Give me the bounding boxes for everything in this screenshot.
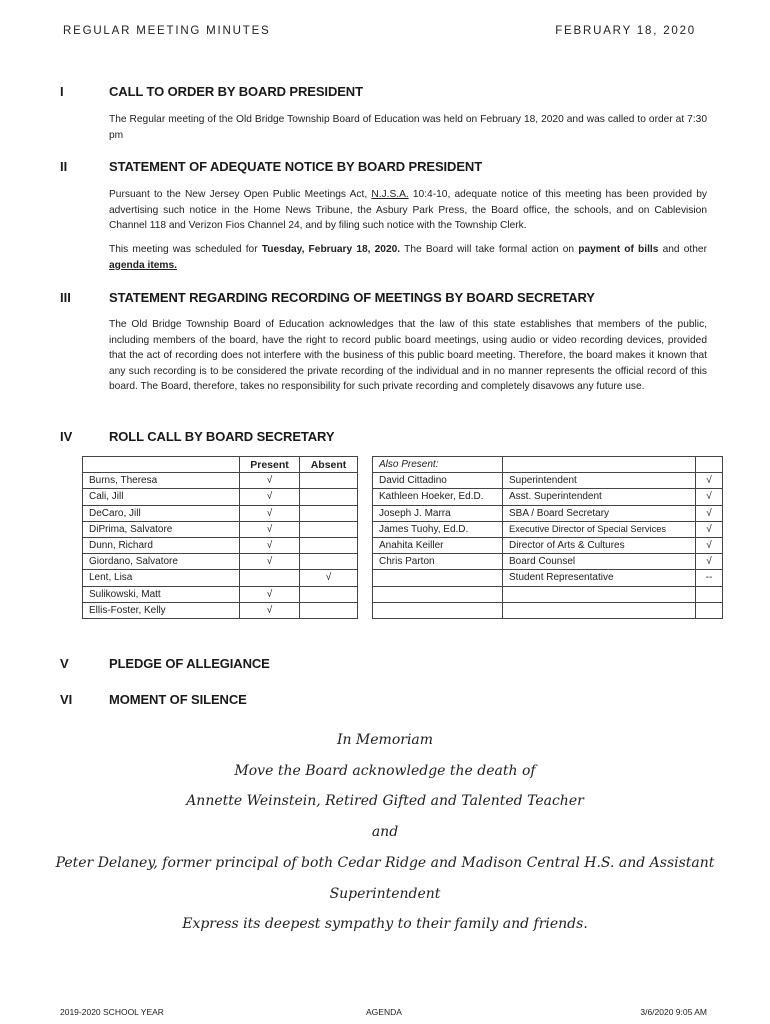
schedule-text-part: This meeting was scheduled for xyxy=(109,244,262,255)
member-name: Giordano, Salvatore xyxy=(83,554,240,570)
section-title: ROLL CALL BY BOARD SECRETARY xyxy=(109,429,335,444)
adequate-notice-text xyxy=(109,187,707,234)
recording-statement-text: The Old Bridge Township Board of Education acknowledges that the law of this state establishes that members of the public, including members of the board, have the right to record public board meetings, using audio or video recording devices, provided that the act of recording does not interfere with the business of this public board meeting. Therefore, the board makes it known that any such recording is to be considered the private recording of the individual and in no manner represents the official record of this board. The Board, therefore, takes no responsibility for such private recording and completely disavows any future use. xyxy=(109,319,707,393)
section-number: V xyxy=(60,656,69,671)
present-header: Present xyxy=(240,457,300,473)
absent-mark xyxy=(300,505,358,521)
section-title: STATEMENT REGARDING RECORDING OF MEETINGS BY BOARD SECRETARY xyxy=(109,290,595,305)
member-name: DiPrima, Salvatore xyxy=(83,521,240,537)
call-to-order-text: The Regular meeting of the Old Bridge Township Board of Education was held on February 18, 2020 and was called to order at 7:30 pm xyxy=(109,114,707,141)
staff-role xyxy=(503,586,696,602)
present-mark: √ xyxy=(240,521,300,537)
section-number: II xyxy=(60,159,68,174)
staff-name: David Cittadino xyxy=(373,473,503,489)
memoriam-line: Peter Delaney, former principal of both Cedar Ridge and Madison Central H.S. and Assistant xyxy=(55,855,715,871)
spacer-cell xyxy=(358,554,373,570)
also-present-header: Also Present: xyxy=(373,457,503,473)
staff-name: Chris Parton xyxy=(373,554,503,570)
staff-name xyxy=(373,602,503,618)
present-mark: √ xyxy=(240,586,300,602)
member-name: Ellis-Foster, Kelly xyxy=(83,602,240,618)
payment-of-bills: payment of bills xyxy=(578,244,659,255)
absent-mark xyxy=(300,554,358,570)
blank-cell xyxy=(696,457,723,473)
blank-cell xyxy=(83,457,240,473)
section-title: CALL TO ORDER BY BOARD PRESIDENT xyxy=(109,84,363,99)
running-header-date: FEBRUARY 18, 2020 xyxy=(555,25,696,37)
present-mark: √ xyxy=(240,537,300,553)
present-mark: √ xyxy=(240,554,300,570)
absent-header: Absent xyxy=(300,457,358,473)
schedule-text-part: and other xyxy=(658,244,707,255)
blank-cell xyxy=(503,457,696,473)
staff-mark: -- xyxy=(696,570,723,586)
memoriam-line: and xyxy=(371,824,399,840)
notice-text-part: 10:4-10, adequate notice of this meeting has been provided by advertising such notice in the Home News Tribune, the Asbury Park Press, the Board office, the schools, and on Cablevision Channel 118 and Verizon Fios Channel 24, and by filing such notice with the Township Clerk. xyxy=(109,189,707,232)
member-name: Cali, Jill xyxy=(83,489,240,505)
footer-school-year: 2019-2020 SCHOOL YEAR xyxy=(60,1007,164,1017)
staff-name: James Tuohy, Ed.D. xyxy=(373,521,503,537)
present-mark: √ xyxy=(240,489,300,505)
table-row xyxy=(83,473,723,489)
absent-mark xyxy=(300,602,358,618)
staff-role: Executive Director of Special Services xyxy=(503,521,696,537)
member-name: Burns, Theresa xyxy=(83,473,240,489)
table-row xyxy=(83,570,723,586)
staff-mark xyxy=(696,602,723,618)
staff-name: Joseph J. Marra xyxy=(373,505,503,521)
section-title: STATEMENT OF ADEQUATE NOTICE BY BOARD PRESIDENT xyxy=(109,159,483,174)
staff-role: Director of Arts & Cultures xyxy=(503,537,696,553)
table-row xyxy=(83,537,723,553)
footer-agenda: AGENDA xyxy=(366,1007,402,1017)
member-name: Lent, Lisa xyxy=(83,570,240,586)
table-row xyxy=(83,505,723,521)
staff-role: SBA / Board Secretary xyxy=(503,505,696,521)
present-mark: √ xyxy=(240,505,300,521)
present-mark: √ xyxy=(240,602,300,618)
member-name: Dunn, Richard xyxy=(83,537,240,553)
staff-mark: √ xyxy=(696,537,723,553)
staff-name: Kathleen Hoeker, Ed.D. xyxy=(373,489,503,505)
spacer-cell xyxy=(358,602,373,618)
section-number: I xyxy=(60,84,64,99)
memoriam-line: Superintendent xyxy=(329,886,441,902)
member-name: Sulikowski, Matt xyxy=(83,586,240,602)
table-header-row xyxy=(83,457,723,473)
absent-mark xyxy=(300,586,358,602)
meeting-date: Tuesday, February 18, 2020. xyxy=(261,244,401,255)
section-number: VI xyxy=(60,692,73,707)
staff-role: Board Counsel xyxy=(503,554,696,570)
member-name: DeCaro, Jill xyxy=(83,505,240,521)
staff-mark xyxy=(696,586,723,602)
spacer-cell xyxy=(358,473,373,489)
absent-mark xyxy=(300,489,358,505)
table-row xyxy=(83,554,723,570)
spacer-cell xyxy=(358,570,373,586)
table-row xyxy=(83,489,723,505)
absent-mark xyxy=(300,521,358,537)
present-mark xyxy=(240,570,300,586)
statute-link: N.J.S.A. xyxy=(371,189,409,200)
table-row xyxy=(83,602,723,618)
present-mark: √ xyxy=(240,473,300,489)
table-row xyxy=(83,586,723,602)
staff-mark: √ xyxy=(696,489,723,505)
memoriam-line: Express its deepest sympathy to their family and friends. xyxy=(182,916,588,932)
spacer-cell xyxy=(358,489,373,505)
staff-role: Asst. Superintendent xyxy=(503,489,696,505)
section-number: IV xyxy=(60,429,73,444)
footer-timestamp: 3/6/2020 9:05 AM xyxy=(640,1007,707,1017)
agenda-items: agenda items. xyxy=(109,259,177,271)
notice-text-part: Pursuant to the New Jersey Open Public Meetings Act, xyxy=(109,189,372,200)
staff-mark: √ xyxy=(696,505,723,521)
spacer-cell xyxy=(358,505,373,521)
memoriam-heading: In Memoriam xyxy=(336,732,434,748)
staff-mark: √ xyxy=(696,521,723,537)
absent-mark xyxy=(300,473,358,489)
absent-mark xyxy=(300,537,358,553)
staff-role: Student Representative xyxy=(503,570,696,586)
staff-name xyxy=(373,570,503,586)
spacer-cell xyxy=(358,457,373,473)
staff-role: Superintendent xyxy=(503,473,696,489)
staff-mark: √ xyxy=(696,554,723,570)
spacer-cell xyxy=(358,521,373,537)
staff-mark: √ xyxy=(696,473,723,489)
absent-mark: √ xyxy=(300,570,358,586)
memoriam-line: Move the Board acknowledge the death of xyxy=(234,763,536,779)
spacer-cell xyxy=(358,537,373,553)
running-header-title: REGULAR MEETING MINUTES xyxy=(63,25,271,37)
schedule-text-part: The Board will take formal action on xyxy=(400,244,579,255)
section-number: III xyxy=(60,290,71,305)
section-title: MOMENT OF SILENCE xyxy=(109,692,247,707)
roll-call-table xyxy=(82,456,723,619)
staff-name xyxy=(373,586,503,602)
staff-role xyxy=(503,602,696,618)
section-title: PLEDGE OF ALLEGIANCE xyxy=(109,656,270,671)
table-row xyxy=(83,521,723,537)
spacer-cell xyxy=(358,586,373,602)
memoriam-line: Annette Weinstein, Retired Gifted and Talented Teacher xyxy=(186,793,584,809)
staff-name: Anahita Keiller xyxy=(373,537,503,553)
meeting-schedule-text xyxy=(109,242,707,273)
